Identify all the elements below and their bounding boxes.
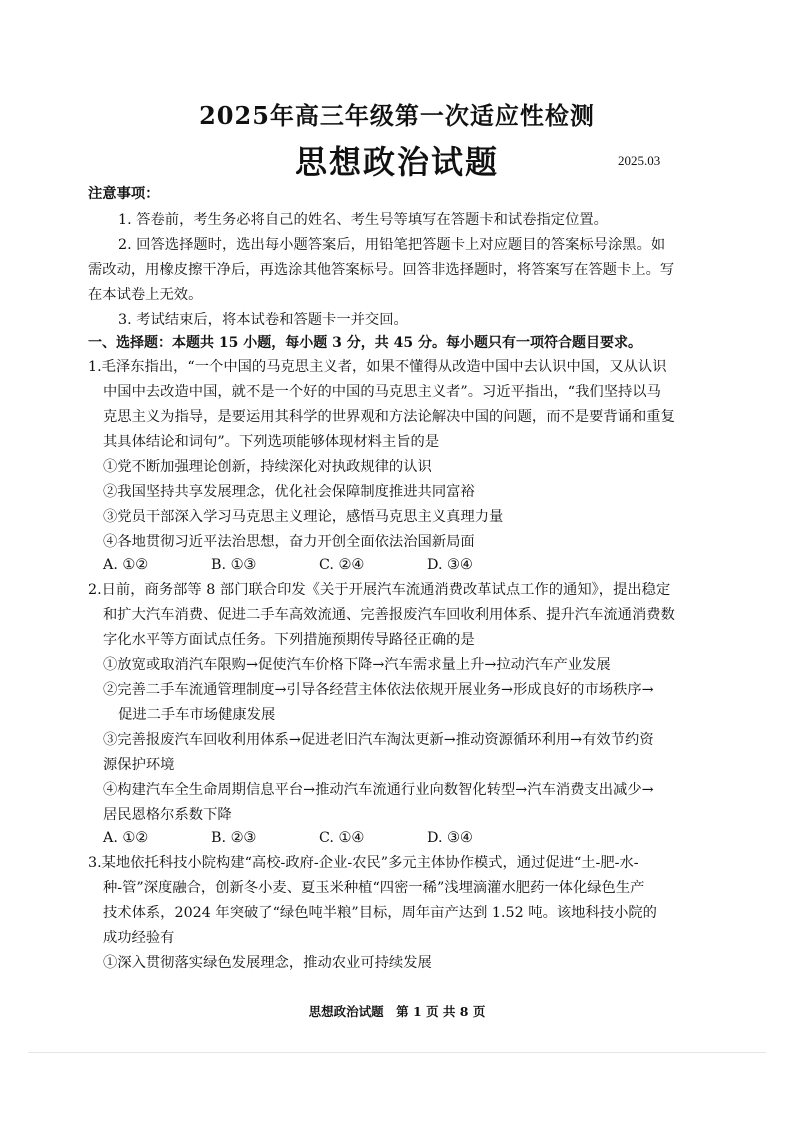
q2-statement-2-line1: ②完善二手车流通管理制度→引导各经营主体依法依规开展业务→形成良好的市场秩序→: [103, 682, 654, 698]
exam-date: 2025.03: [618, 153, 661, 168]
q2-statement-1: ①放宽或取消汽车限购→促使汽车价格下降→汽车需求量上升→拉动汽车产业发展: [103, 657, 611, 673]
q2-option-b: B. ②③: [211, 830, 257, 846]
q1-stem-line3: 克思主义为指导，是要运用其科学的世界观和方法论解决中国的问题，而不是要背诵和重复: [103, 409, 675, 425]
q1-option-a: A. ①②: [103, 557, 149, 573]
q1-option-b: B. ①③: [211, 557, 257, 573]
bottom-divider: [28, 1052, 766, 1053]
q3-stem-line2: 种-管”深度融合，创新冬小麦、夏玉米种植“四密一稀”浅埋滴灌水肥药一体化绿色生产: [103, 880, 645, 896]
notice-item-2-line3: 在本试卷上无效。: [88, 287, 203, 303]
q2-options: [103, 828, 473, 848]
q2-option-d: D. ③④: [427, 830, 473, 846]
q1-option-d: D. ③④: [427, 557, 473, 573]
q3-statement-1: ①深入贯彻落实绿色发展理念，推动农业可持续发展: [103, 955, 432, 971]
q2-statement-3-line2: 源保护环境: [103, 757, 175, 773]
notice-item-3: 3. 考试结束后，将本试卷和答题卡一并交回。: [118, 312, 408, 328]
notice-item-2-line1: 2. 回答选择题时，选出每小题答案后，用铅笔把答题卡上对应题目的答案标号涂黑。如: [118, 237, 666, 253]
q2-statement-4-line2: 居民恩格尔系数下降: [103, 807, 232, 823]
q2-stem-line3: 字化水平等方面试点任务。下列措施预期传导路径正确的是: [103, 632, 475, 648]
q1-stem-line4: 其具体结论和词句”。下列选项能够体现材料主旨的是: [103, 434, 440, 450]
q1-option-c: C. ②④: [319, 557, 365, 573]
page-footer: 思想政治试题 第 1 页 共 8 页: [308, 1004, 486, 1019]
q2-statement-4-line1: ④构建汽车全生命周期信息平台→推动汽车流通行业向数智化转型→汽车消费支出减少→: [103, 782, 654, 798]
q1-statement-3: ③党员干部深入学习马克思主义理论，感悟马克思主义真理力量: [103, 509, 504, 525]
q3-stem-line4: 成功经验有: [103, 930, 175, 946]
q1-statement-4: ④各地贯彻习近平法治思想，奋力开创全面依法治国新局面: [103, 534, 475, 550]
section-heading: 一、选择题：本题共 15 小题，每小题 3 分，共 45 分。每小题只有一项符合题目要求。: [88, 335, 642, 351]
exam-title-line1: 2025年高三年级第一次适应性检测: [199, 101, 595, 130]
q3-stem-line3: 技术体系，2024 年突破了“绿色吨半粮”目标，周年亩产达到 1.52 吨。该地科技小院的: [103, 905, 657, 921]
notice-heading: 注意事项：: [88, 186, 160, 202]
q3-stem-line1: 3.某地依托科技小院构建“高校-政府-企业-农民”多元主体协作模式，通过促进“土-肥-水-: [88, 855, 639, 871]
exam-title-subject: 思想政治试题: [294, 143, 499, 181]
q2-option-c: C. ①④: [319, 830, 365, 846]
notice-item-2-line2: 需改动，用橡皮擦干净后，再选涂其他答案标号。回答非选择题时，将答案写在答题卡上。写: [88, 262, 675, 278]
q1-options: [103, 555, 473, 575]
q2-stem-line2: 和扩大汽车消费、促进二手车高效流通、完善报废汽车回收利用体系、提升汽车流通消费数: [103, 607, 675, 623]
q2-stem-line1: 2.日前，商务部等 8 部门联合印发《关于开展汽车流通消费改革试点工作的通知》，提出稳定: [88, 582, 671, 598]
q2-statement-2-line2: 促进二手车市场健康发展: [118, 707, 276, 723]
q1-stem-line1: 1.毛泽东指出，“一个中国的马克思主义者，如果不懂得从改造中国中去认识中国，又从认识: [88, 359, 667, 375]
notice-item-1: 1. 答卷前，考生务必将自己的姓名、考生号等填写在答题卡和试卷指定位置。: [118, 212, 608, 228]
q2-option-a: A. ①②: [103, 830, 149, 846]
q1-statement-2: ②我国坚持共享发展理念，优化社会保障制度推进共同富裕: [103, 484, 475, 500]
q1-stem-line2: 中国中去改造中国，就不是一个好的中国的马克思主义者”。习近平指出，“我们坚持以马: [103, 384, 661, 400]
q2-statement-3-line1: ③完善报废汽车回收利用体系→促进老旧汽车淘汰更新→推动资源循环利用→有效节约资: [103, 732, 654, 748]
q1-statement-1: ①党不断加强理论创新，持续深化对执政规律的认识: [103, 459, 432, 475]
